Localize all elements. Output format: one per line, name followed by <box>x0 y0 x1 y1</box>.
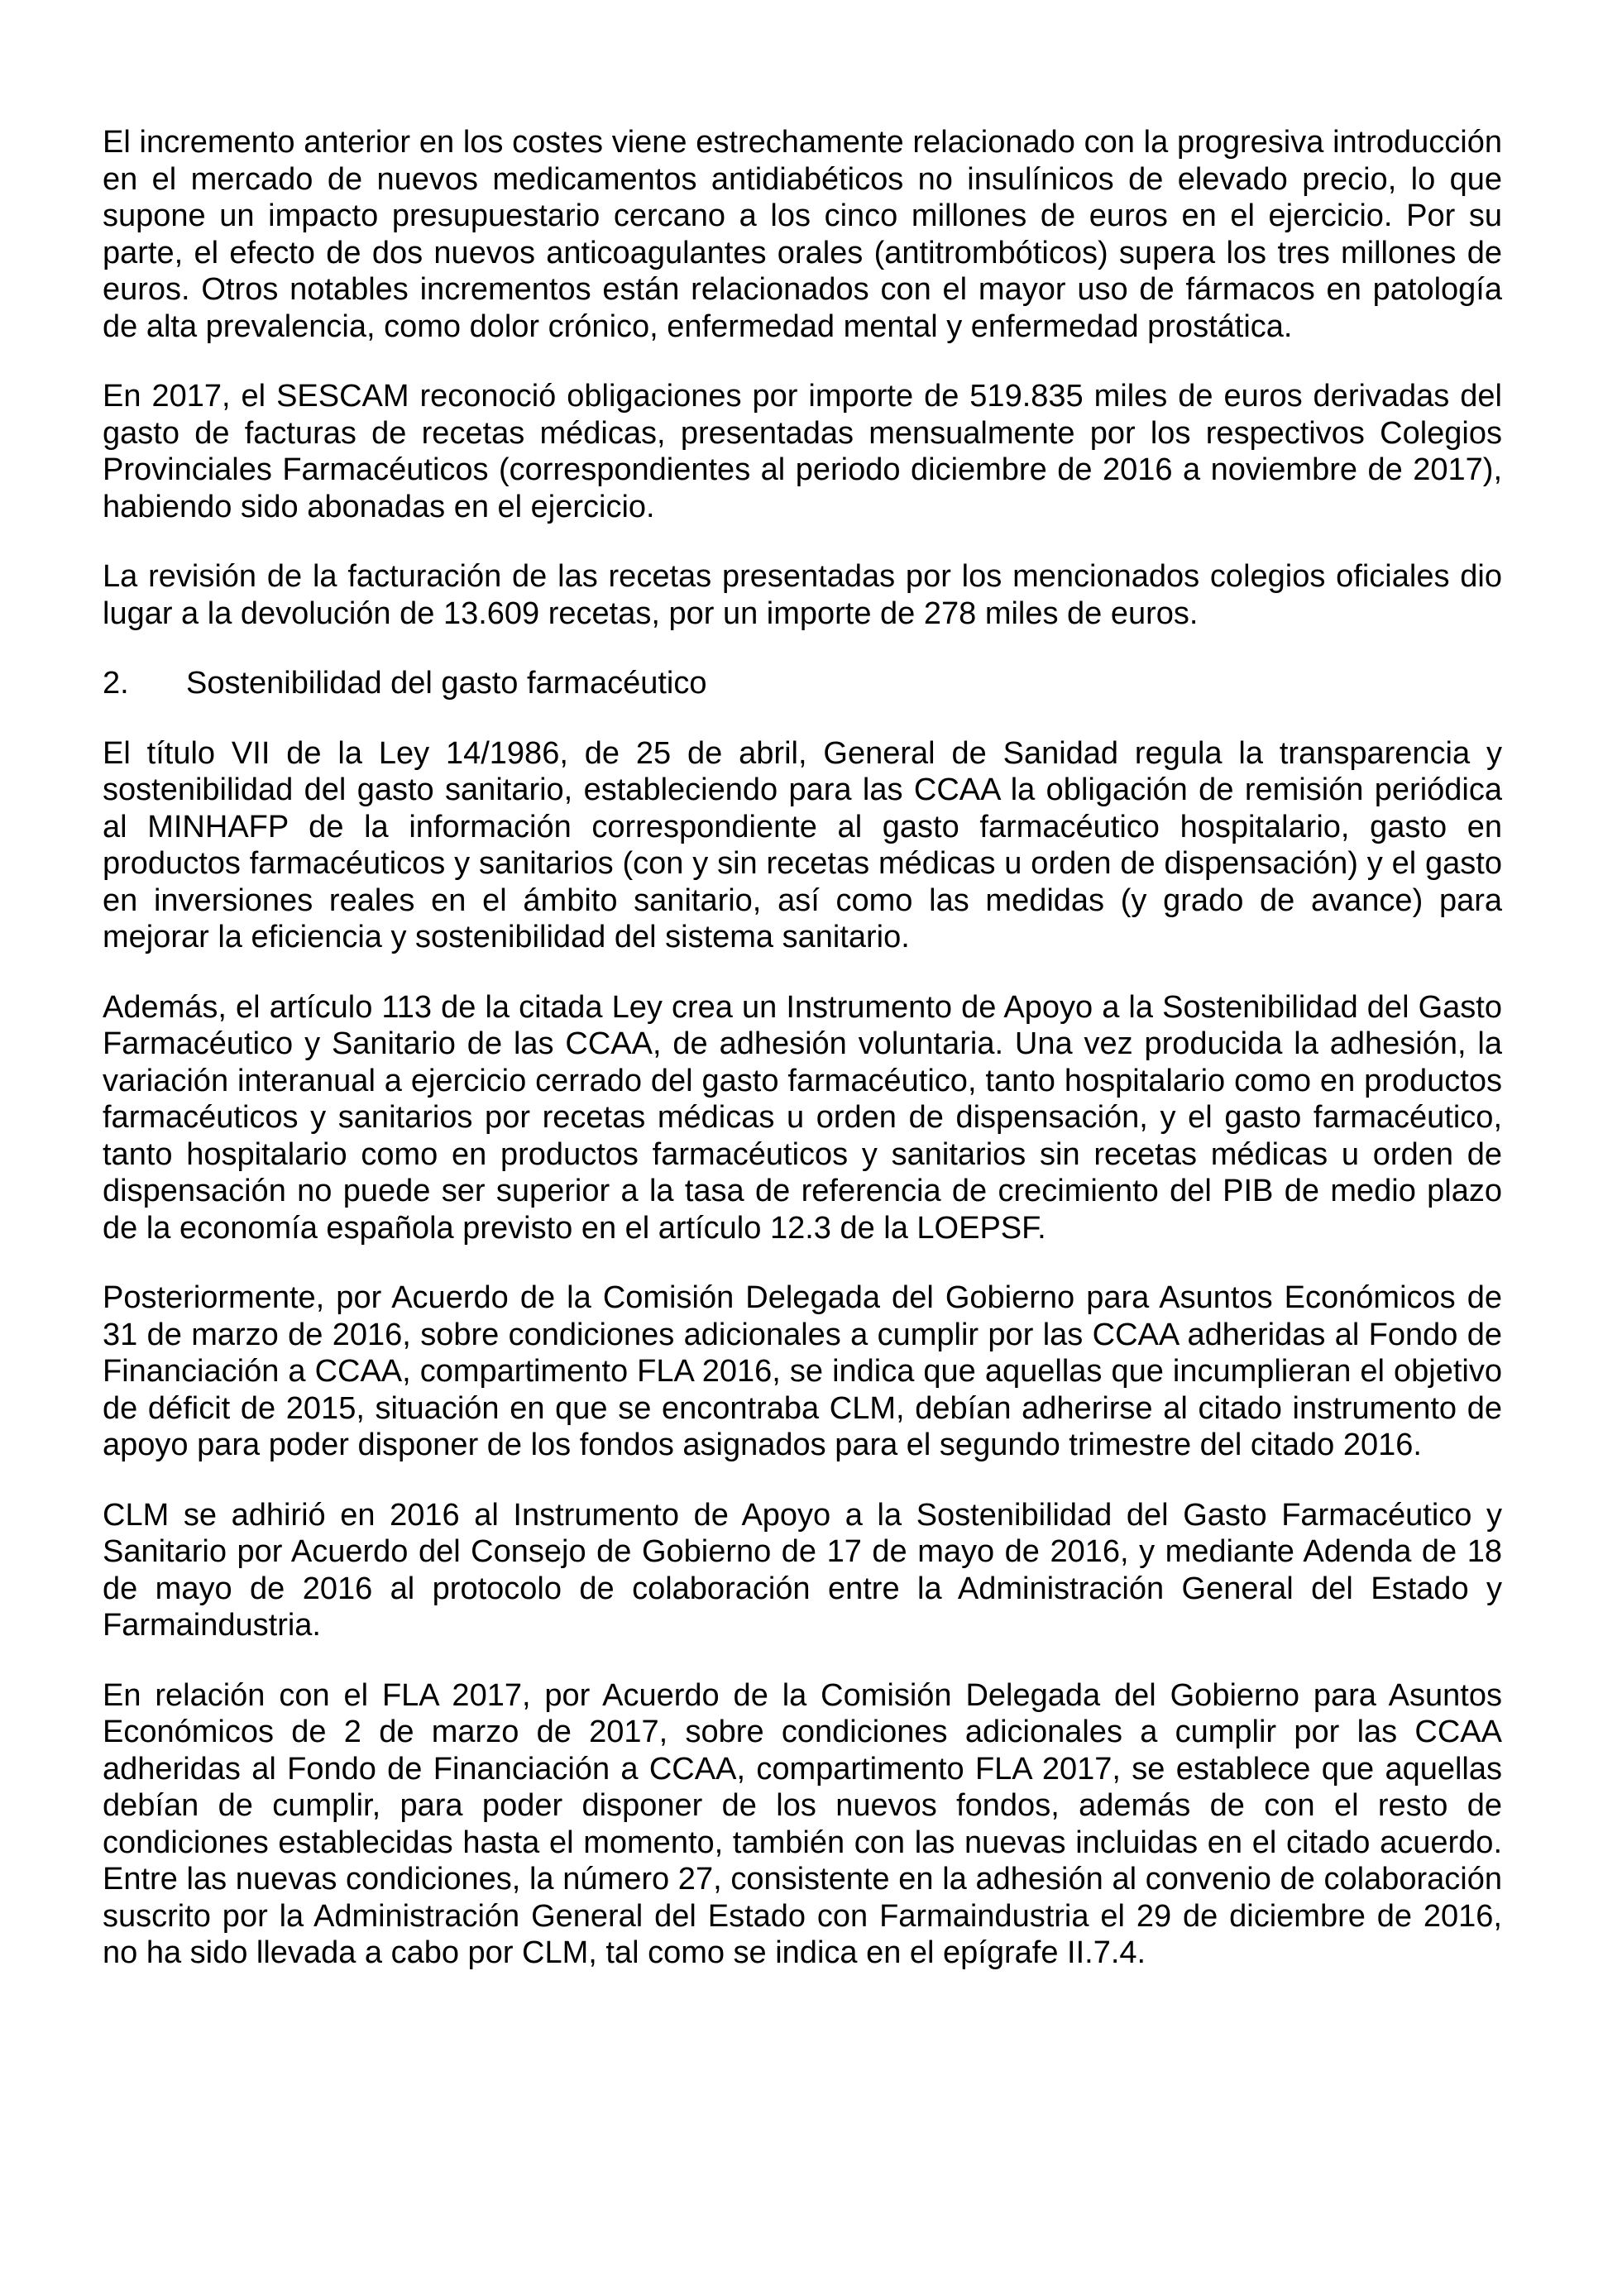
paragraph-law-title-vii: El título VII de la Ley 14/1986, de 25 de abril, General de Sanidad regula la transparencia y sostenibilidad del gasto sanitario, estableciendo para las CCAA la obligación de remisión periódica al MINHAFP de la información correspondiente al gasto farmacéutico hospitalario, gasto en productos farmacéuticos y sanitarios (con y sin recetas médicas u orden de dispensación) y el gasto en inversiones reales en el ámbito sanitario, así como las medidas (y grado de avance) para mejorar la eficiencia y sostenibilidad del sistema sanitario. <box>103 735 1502 954</box>
paragraph-cost-increase: El incremento anterior en los costes viene estrechamente relacionado con la progresiva introducción en el mercado de nuevos medicamentos antidiabéticos no insulínicos de elevado precio, lo que supone un impacto presupuestario cercano a los cinco millones de euros en el ejercicio. Por su parte, el efecto de dos nuevos anticoagulantes orales (antitrombóticos) supera los tres millones de euros. Otros notables incrementos están relacionados con el mayor uso de fármacos en patología de alta prevalencia, como dolor crónico, enfermedad mental y enfermedad prostática. <box>103 125 1502 344</box>
paragraph-article-113: Además, el artículo 113 de la citada Ley crea un Instrumento de Apoyo a la Sostenibilidad del Gasto Farmacéutico y Sanitario de las CCAA, de adhesión voluntaria. Una vez producida la adhesión, la variación interanual a ejercicio cerrado del gasto farmacéutico, tanto hospitalario como en productos farmacéuticos y sanitarios por recetas médicas u orden de dispensación, y el gasto farmacéutico, tanto hospitalario como en productos farmacéuticos y sanitarios sin recetas médicas u orden de dispensación no puede ser superior a la tasa de referencia de crecimiento del PIB de medio plazo de la economía española previsto en el artículo 12.3 de la LOEPSF. <box>103 989 1502 1246</box>
paragraph-fla-2017: En relación con el FLA 2017, por Acuerdo de la Comisión Delegada del Gobierno para Asuntos Económicos de 2 de marzo de 2017, sobre condiciones adicionales a cumplir por las CCAA adheridas al Fondo de Financiación a CCAA, compartimento FLA 2017, se establece que aquellas debían de cumplir, para poder disponer de los nuevos fondos, además de con el resto de condiciones establecidas hasta el momento, también con las nuevas incluidas en el citado acuerdo. Entre las nuevas condiciones, la número 27, consistente en la adhesión al convenio de colaboración suscrito por la Administración General del Estado con Farmaindustria el 29 de diciembre de 2016, no ha sido llevada a cabo por CLM, tal como se indica en el epígrafe II.7.4. <box>103 1677 1502 1970</box>
section-heading <box>103 665 1502 702</box>
section-title: Sostenibilidad del gasto farmacéutico <box>186 666 707 701</box>
paragraph-clm-adhesion: CLM se adhirió en 2016 al Instrumento de Apoyo a la Sostenibilidad del Gasto Farmacéutico y Sanitario por Acuerdo del Consejo de Gobierno de 17 de mayo de 2016, y mediante Adenda de 18 de mayo de 2016 al protocolo de colaboración entre la Administración General del Estado y Farmaindustria. <box>103 1497 1502 1643</box>
paragraph-fla-2016: Posteriormente, por Acuerdo de la Comisión Delegada del Gobierno para Asuntos Económicos de 31 de marzo de 2016, sobre condiciones adicionales a cumplir por las CCAA adheridas al Fondo de Financiación a CCAA, compartimento FLA 2016, se indica que aquellas que incumplieran el objetivo de déficit de 2015, situación en que se encontraba CLM, debían adherirse al citado instrumento de apoyo para poder disponer de los fondos asignados para el segundo trimestre del citado 2016. <box>103 1280 1502 1462</box>
section-number: 2. <box>103 666 129 701</box>
paragraph-prescription-review: La revisión de la facturación de las recetas presentadas por los mencionados colegios oficiales dio lugar a la devolución de 13.609 recetas, por un importe de 278 miles de euros. <box>103 559 1502 631</box>
paragraph-sescam-obligations: En 2017, el SESCAM reconoció obligaciones por importe de 519.835 miles de euros derivadas del gasto de facturas de recetas médicas, presentadas mensualmente por los respectivos Colegios Provinciales Farmacéuticos (correspondientes al periodo diciembre de 2016 a noviembre de 2017), habiendo sido abonadas en el ejercicio. <box>103 379 1502 524</box>
document-page <box>103 124 1502 2005</box>
